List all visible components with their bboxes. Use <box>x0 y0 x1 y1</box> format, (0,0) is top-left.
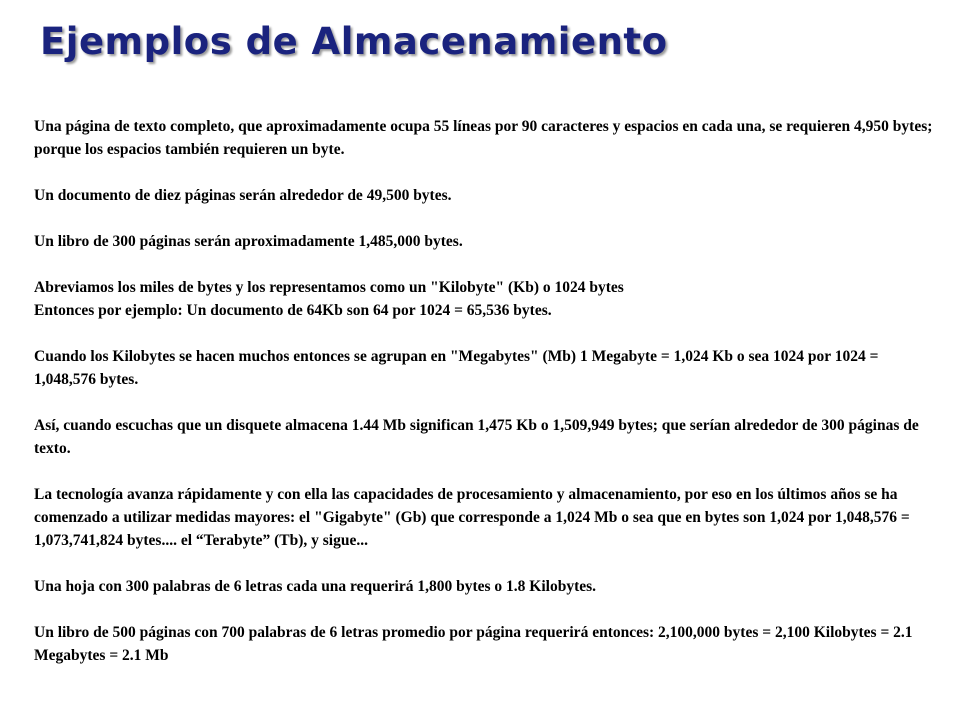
paragraph-line: Un documento de diez páginas serán alrededor de 49,500 bytes. <box>34 187 452 204</box>
slide-body <box>34 115 934 690</box>
paragraph-diskette <box>34 414 934 460</box>
paragraph-line: Así, cuando escuchas que un disquete almacena 1.44 Mb significan 1,475 Kb o 1,509,949 bytes; que serían alrededor de 300 páginas de texto. <box>34 417 919 457</box>
paragraph-line: Una hoja con 300 palabras de 6 letras cada una requerirá 1,800 bytes o 1.8 Kilobytes. <box>34 578 597 595</box>
paragraph-megabyte <box>34 345 934 391</box>
paragraph-gigabyte <box>34 483 934 552</box>
paragraph-line: La tecnología avanza rápidamente y con ella las capacidades de procesamiento y almacenamiento, por eso en los últimos años se ha comenzado a utilizar medidas mayores: el "Gigabyte" (Gb) que corresponde a 1,024 Mb o sea que en bytes son 1,024 por 1,048,576 = 1,073,741,824 bytes.... el “Terabyte” (Tb), y sigue... <box>34 486 910 549</box>
paragraph-book-300 <box>34 230 934 253</box>
paragraph-line: Entonces por ejemplo: Un documento de 64Kb son 64 por 1024 = 65,536 bytes. <box>34 302 552 319</box>
paragraph-line: Un libro de 300 páginas serán aproximadamente 1,485,000 bytes. <box>34 233 463 250</box>
paragraph-page-bytes <box>34 115 934 161</box>
paragraph-line: Abreviamos los miles de bytes y los representamos como un "Kilobyte" (Kb) o 1024 bytes <box>34 279 624 296</box>
paragraph-line: Cuando los Kilobytes se hacen muchos entonces se agrupan en "Megabytes" (Mb) 1 Megabyte = 1,024 Kb o sea 1024 por 1024 = 1,048,576 bytes. <box>34 348 879 388</box>
paragraph-book-500 <box>34 621 934 667</box>
paragraph-line: Una página de texto completo, que aproximadamente ocupa 55 líneas por 90 caracteres y espacios en cada una, se requieren 4,950 bytes; porque los espacios también requieren un byte. <box>34 118 933 158</box>
paragraph-line: Un libro de 500 páginas con 700 palabras de 6 letras promedio por página requerirá entonces: 2,100,000 bytes = 2,100 Kilobytes = 2.1 Megabytes = 2.1 Mb <box>34 624 913 664</box>
slide-title: Ejemplos de Almacenamiento <box>40 20 668 63</box>
paragraph-kilobyte <box>34 276 934 322</box>
paragraph-sheet <box>34 575 934 598</box>
paragraph-ten-pages <box>34 184 934 207</box>
